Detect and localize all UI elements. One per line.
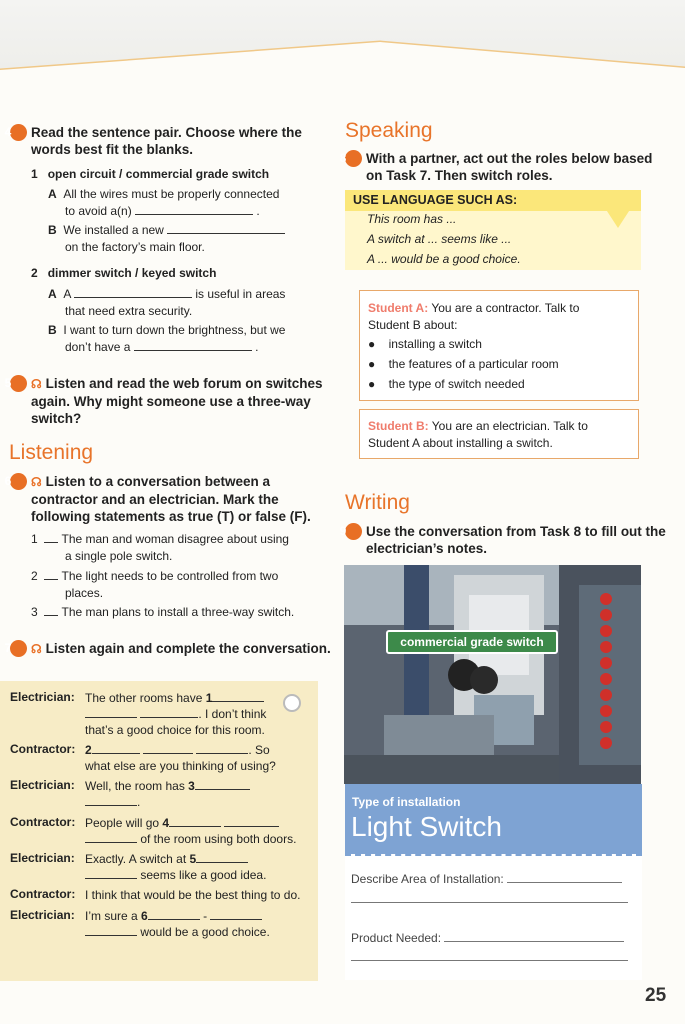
dialogue-line-7c: would be a good choice. [85,924,270,941]
speaker-contractor: Contractor: [10,887,76,901]
describe-field-line2[interactable] [351,902,628,903]
installation-form [345,784,642,980]
dialogue-blank-4a[interactable] [169,816,221,827]
pair1-a-blank[interactable] [135,204,253,215]
task6-number: 6 [10,473,27,490]
pair2-b-line1: B I want to turn down the brightness, but we [48,323,286,337]
bullet-2: ● the features of a particular room [368,357,559,371]
form-title: Light Switch [351,811,502,842]
writing-heading: Writing [345,491,410,514]
task8-instruction: 8 With a partner, act out the roles below based on Task 7. Then switch roles. [339,151,653,183]
punch-hole [283,694,301,712]
headphones-icon: ☊ [31,475,42,489]
tf-item-1: 1 The man and woman disagree about using [31,532,289,546]
dialogue-blank-3a[interactable] [195,779,250,790]
task7-instruction: 7 ☊ Listen again and complete the conversation. [4,641,331,656]
task8-number: 8 [345,150,362,167]
dialogue-line-3c: . [85,794,140,811]
student-b-line2: Student A about installing a switch. [368,436,553,450]
dialogue-blank-1a[interactable] [212,691,264,702]
dialogue-line-1c: that’s a good choice for this room. [85,723,265,737]
headphones-icon: ☊ [31,377,42,391]
bullet-1: ● installing a switch [368,337,482,351]
pair1-b-line1: B We installed a new [48,222,285,239]
student-b-line1: Student B: You are an electrician. Talk to [368,419,588,433]
tf-item-3: 3 The man plans to install a three-way switch. [31,605,295,619]
top-decoration [0,40,685,76]
dialogue-blank-6a[interactable] [148,909,200,920]
page-number: 25 [645,985,667,1006]
dialogue-blank-3b[interactable] [85,795,137,806]
pair2-heading: 2 dimmer switch / keyed switch [31,266,217,280]
bullet-dot-icon: ● [368,357,376,371]
tf-item-1-cont: a single pole switch. [65,549,173,563]
dialogue-line-7: I’m sure a 6 - [85,908,262,925]
form-type-label: Type of installation [352,795,461,809]
bullet-dot-icon: ● [368,377,376,391]
phrase-1: This room has ... [367,212,457,226]
dialogue-line-1b: . I don’t think [85,706,266,723]
task9-number: 9 [345,523,362,540]
task6-instruction: 6 ☊ Listen to a conversation between a contractor and an electrician. Mark the following statements as true (T) or false (F). [4,474,311,524]
pair1-a-line1: A All the wires must be properly connected [48,187,280,201]
headphones-icon: ☊ [31,642,42,656]
dialogue-blank-4b[interactable] [224,816,279,827]
phrase-3: A ... would be a good choice. [367,252,521,266]
dialogue-blank-4c[interactable] [85,832,137,843]
dialogue-line-5c: seems like a good idea. [85,867,266,884]
bullet-dot-icon: ● [368,337,376,351]
tf-answer-3[interactable] [44,605,58,616]
dialogue-blank-1c[interactable] [140,707,198,718]
form-divider [345,854,642,856]
speaker-contractor: Contractor: [10,742,76,756]
pair1-b-line2: on the factory’s main floor. [65,240,205,254]
phrase-2: A switch at ... seems like ... [367,232,512,246]
machinery-photo [344,565,641,784]
use-language-title: USE LANGUAGE SUCH AS: [345,190,641,211]
dialogue-blank-5b[interactable] [85,868,137,879]
dialogue-blank-2a[interactable] [92,743,140,754]
task4-instruction: 4 Read the sentence pair. Choose where the words best fit the blanks. [4,125,302,157]
machinery-illustration [344,565,641,784]
speaker-electrician: Electrician: [10,690,75,704]
dialogue-line-5: Exactly. A switch at 5 [85,851,248,868]
task7-number: 7 [10,640,27,657]
dialogue-blank-6c[interactable] [85,925,137,936]
pair1-a-line2: to avoid a(n) . [65,204,260,218]
pair2-a-line2: that need extra security. [65,304,193,318]
dialogue-blank-2c[interactable] [196,743,248,754]
pair2-b-blank[interactable] [134,340,252,351]
pair1-heading: 1 open circuit / commercial grade switch [31,167,270,181]
form-product-label: Product Needed: [351,930,624,947]
student-a-line2: Student B about: [368,318,458,332]
form-describe-label: Describe Area of Installation: [351,871,622,888]
switch-tag: commercial grade switch [386,630,558,654]
speaker-contractor: Contractor: [10,815,76,829]
pair2-a-blank[interactable] [74,287,192,298]
pair2-a-line1: A A is useful in areas [48,287,286,301]
speaker-electrician: Electrician: [10,778,75,792]
describe-field[interactable] [507,872,622,883]
bullet-3: ● the type of switch needed [368,377,525,391]
tf-item-2-cont: places. [65,586,104,600]
task5-number: 5 [10,375,27,392]
pair1-b-blank[interactable] [167,223,285,234]
pair2-b-line2: don’t have a . [65,340,259,354]
tf-answer-1[interactable] [44,532,58,543]
dialogue-blank-5a[interactable] [196,852,248,863]
tf-answer-2[interactable] [44,569,58,580]
dialogue-blank-6b[interactable] [210,909,262,920]
task9-instruction: 9 Use the conversation from Task 8 to fill out the electrician’s notes. [339,524,666,556]
tf-item-2: 2 The light needs to be controlled from two [31,569,279,583]
dialogue-blank-1b[interactable] [85,707,137,718]
listening-heading: Listening [9,441,94,464]
student-a-line1: Student A: You are a contractor. Talk to [368,301,580,315]
speaker-electrician: Electrician: [10,908,75,922]
dialogue-line-2: 2 . So [85,743,270,757]
task4-number: 4 [10,124,27,141]
speaker-electrician: Electrician: [10,851,75,865]
dialogue-line-1: The other rooms have 1 [85,690,264,707]
task5-instruction: 5 ☊ Listen and read the web forum on switches again. Why might someone use a three-way switch? [4,376,323,426]
dialogue-line-3: Well, the room has 3 [85,778,250,795]
dialogue-line-4: People will go 4 [85,815,279,832]
speaking-heading: Speaking [345,119,433,142]
speech-tail-icon [605,208,631,228]
dialogue-line-6: I think that would be the best thing to do. [85,888,301,902]
product-field[interactable] [444,931,624,942]
product-field-line2[interactable] [351,960,628,961]
dialogue-line-2c: what else are you thinking of using? [85,759,276,773]
dialogue-line-4c: of the room using both doors. [85,831,296,848]
dialogue-blank-2b[interactable] [143,743,193,754]
